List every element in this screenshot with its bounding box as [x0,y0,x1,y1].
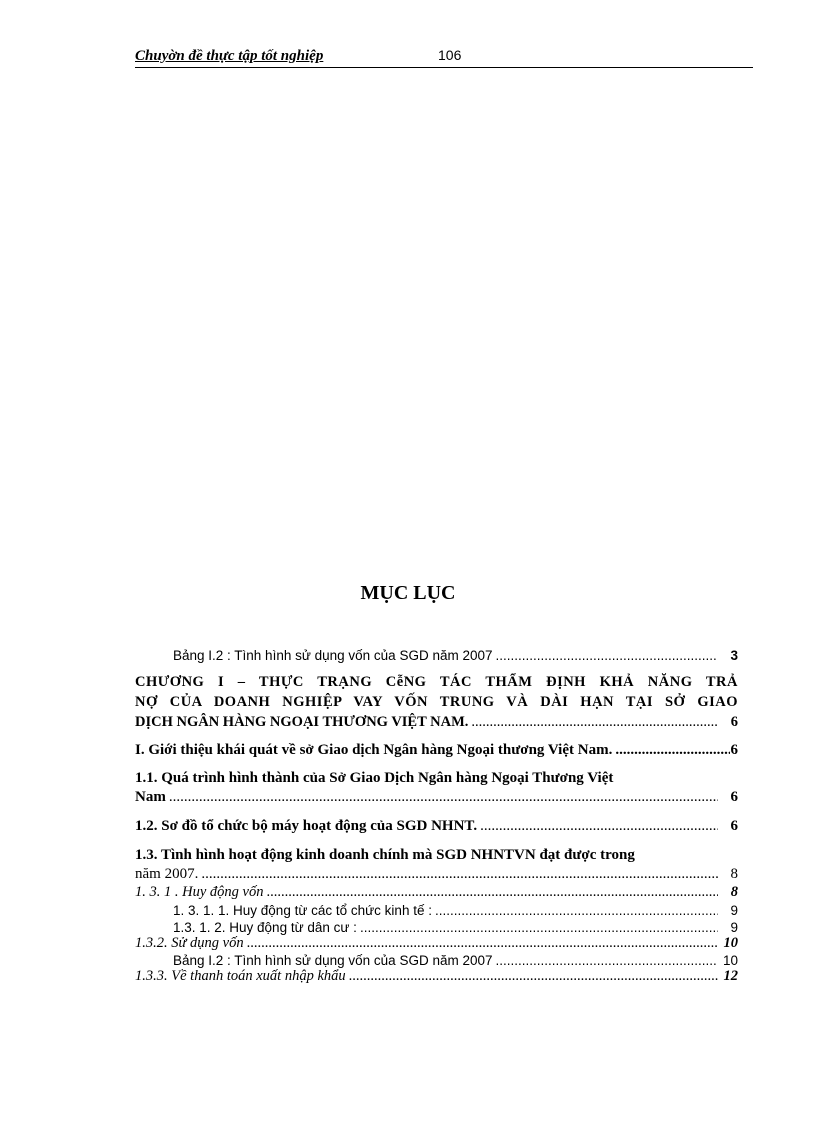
toc-entry-text: Bảng I.2 : Tình hình sử dụng vốn của SGD năm 2007 [173,953,493,968]
toc-entry-page: 6 [730,714,738,730]
toc-entry-page: 10 [723,935,738,951]
toc-entry-text: I. Giới thiệu khái quát về sở Giao dịch Ngân hàng Ngoại thương Việt Nam. [135,742,613,758]
header-page-number: 106 [438,47,462,63]
toc-entry-page: 10 [722,953,738,968]
toc-entry-line: năm 2007. [135,866,199,882]
toc-entry-1-3[interactable] [135,846,738,884]
toc-entry-1-3-3[interactable] [135,968,738,985]
table-of-contents [135,646,738,985]
toc-entry-text: 1. 3. 1. 1. Huy động từ các tổ chức kinh tế : [173,903,432,918]
toc-entry-page: 6 [730,742,738,758]
toc-leader-dots [612,742,730,759]
toc-entry-1-1[interactable] [135,769,738,807]
toc-entry-1-3-1-2[interactable] [135,920,738,935]
toc-entry-1-2[interactable] [135,818,738,835]
toc-entry-line: 1.1. Quá trình hình thành của Sở Giao Dịch Ngân hàng Ngoại Thương Việt [135,770,614,786]
toc-entry-text: 1. 3. 1 . Huy động vốn [135,884,264,900]
toc-leader-dots [477,818,718,835]
toc-entry-1-3-1[interactable] [135,884,738,901]
toc-entry-page: 6 [730,789,738,805]
toc-entry-line: CHƯƠNG I – THỰC TRẠNG CễNG TÁC THẨM ĐỊNH KHẢ NĂNG TRẢ [135,674,738,690]
toc-entry-page: 8 [730,866,738,882]
toc-leader-dots [244,935,718,952]
toc-entry-line: DỊCH NGÂN HÀNG NGOẠI THƯƠNG VIỆT NAM. [135,714,469,730]
toc-entry-text: Bảng I.2 : Tình hình sử dụng vốn của SGD năm 2007 [173,648,493,663]
toc-leader-dots [357,920,718,935]
page-header [135,46,753,68]
toc-entry-page: 3 [730,648,738,663]
toc-leader-dots [166,788,718,807]
toc-leader-dots [468,712,718,732]
toc-leader-dots [432,903,718,918]
toc-entry-table-i2-b[interactable] [135,953,738,968]
toc-entry-line: NỢ CỦA DOANH NGHIỆP VAY VỐN TRUNG VÀ DÀI HẠN TẠI SỞ GIAO [135,694,738,710]
toc-entry-text: 1.3.2. Sử dụng vốn [135,935,244,951]
toc-leader-dots [346,968,718,985]
header-title: Chuyờn đề thực tập tốt nghiệp [135,48,324,64]
toc-entry-section-i[interactable] [135,742,738,759]
toc-entry-page: 9 [730,903,738,918]
toc-entry-chapter-1[interactable] [135,672,738,732]
toc-entry-page: 8 [730,884,738,900]
toc-leader-dots [493,648,719,663]
toc-entry-text: 1.3. 1. 2. Huy động từ dân cư : [173,920,357,935]
toc-entry-table-i2[interactable] [135,648,738,663]
toc-entry-1-3-2[interactable] [135,935,738,952]
toc-entry-text: 1.2. Sơ đồ tổ chức bộ máy hoạt động của SGD NHNT. [135,818,478,834]
toc-entry-page: 9 [730,920,738,935]
toc-entry-line: 1.3. Tình hình hoạt động kinh doanh chính mà SGD NHNTVN đạt được trong [135,847,635,863]
toc-entry-1-3-1-1[interactable] [135,903,738,918]
toc-entry-page: 12 [723,968,738,984]
toc-title: MỤC LỤC [360,582,456,604]
toc-leader-dots [198,865,718,884]
toc-entry-line: Nam [135,789,166,805]
toc-leader-dots [493,953,719,968]
toc-entry-text: 1.3.3. Về thanh toán xuất nhập khẩu [135,968,346,984]
toc-leader-dots [263,884,718,901]
toc-entry-page: 6 [730,818,738,834]
